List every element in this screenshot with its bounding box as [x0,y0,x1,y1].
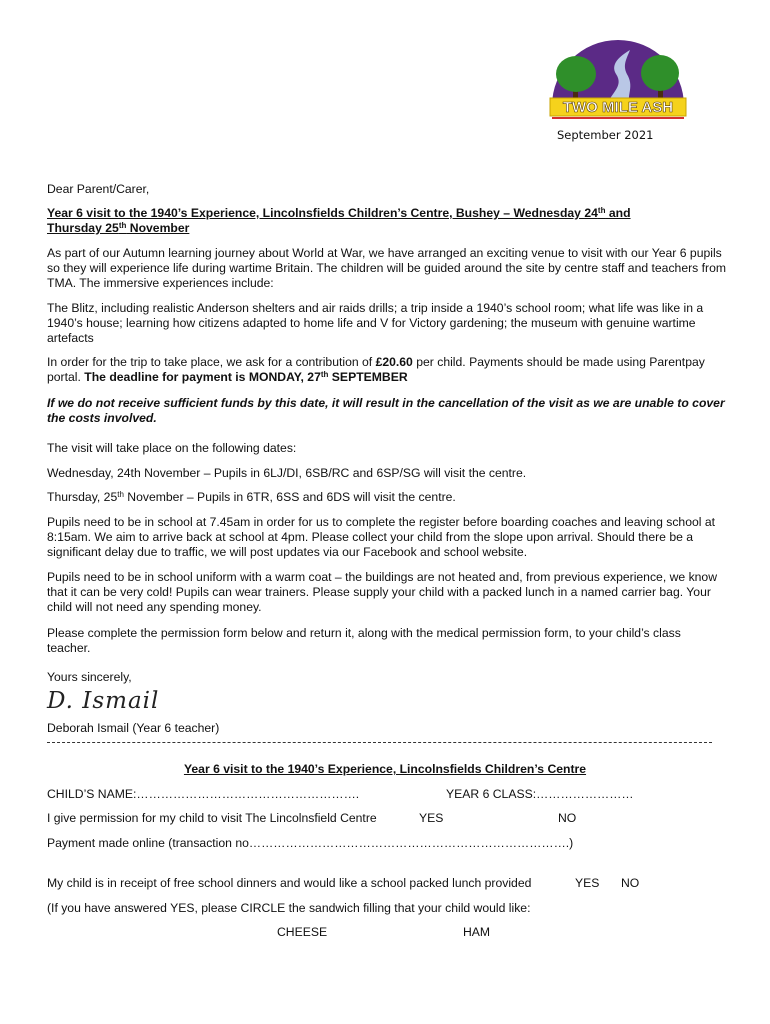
child-name-field[interactable]: CHILD’S NAME:………………………………………………. [47,787,360,801]
heading-line1-b: and [605,206,631,220]
year6-class-field[interactable]: YEAR 6 CLASS:…………………… [446,787,634,801]
payment-text-a: In order for the trip to take place, we ask for a contribution of [47,355,376,369]
dates-intro: The visit will take place on the following dates: [47,441,297,455]
permission-form-paragraph: Please complete the permission form below and return it, along with the medical permission form, to your child’s class teacher. [47,626,681,655]
heading-line2-sup: th [118,221,127,230]
intro-paragraph: As part of our Autumn learning journey about World at War, we have arranged an exciting venue to visit with our Year 6 pupils so they will experience life during wartime Britain. The children will be guided around the site by centre staff and teachers from TMA. The immersive experiences include: [47,246,727,290]
free-meals-statement: My child is in receipt of free school dinners and would like a school packed lunch provided [47,876,532,890]
payment-text-b: per child. Payments should be made using Parentpay portal. [47,355,705,384]
date-thursday [47,490,727,505]
ham-option[interactable]: HAM [463,925,491,939]
heading-line2-b: November [126,221,190,235]
payment-amount: £20.60 [375,355,413,369]
signatory: Deborah Ismail (Year 6 teacher) [47,721,220,735]
closing: Yours sincerely, [47,670,132,684]
form-title: Year 6 visit to the 1940’s Experience, Lincolnsfields Children’s Centre [183,762,587,776]
heading-line2-a: Thursday 25 [47,221,119,235]
heading-line1-sup: th [597,206,606,215]
payment-paragraph [47,355,727,385]
circle-instruction: (If you have answered YES, please CIRCLE the sandwich filling that your child would like: [47,901,531,915]
free-meals-yes-option[interactable]: YES [575,876,600,890]
cancellation-warning: If we do not receive sufficient funds by this date, it will result in the cancellation of the visit as we are unable to cover the costs involved. [47,396,725,425]
letter-date: September 2021 [557,128,654,142]
greeting: Dear Parent/Carer, [47,182,150,196]
free-meals-no-option[interactable]: NO [621,876,640,890]
date-thursday-a: Thursday, 25 [47,490,118,504]
cut-line [47,742,712,743]
date-thursday-sup: th [117,490,124,499]
signature: D. Ismail [47,688,160,714]
date-thursday-b: November – Pupils in 6TR, 6SS and 6DS will visit the centre. [123,490,456,504]
heading-line1-a: Year 6 visit to the 1940’s Experience, Lincolnsfields Children’s Centre, Bushey – Wednesday 24 [47,206,598,220]
permission-yes-option[interactable]: YES [419,811,444,825]
experiences-paragraph: The Blitz, including realistic Anderson shelters and air raids drills; a trip inside a 1940’s school room; what life was like in a 1940’s house; learning how citizens adapted to home life and V for Victory gardening; the museum with genuine wartime artefacts [47,301,704,345]
letter-heading [47,206,727,236]
school-logo-emblem [546,34,690,122]
transaction-number-field[interactable]: Payment made online (transaction no…………………………………………………………………….) [47,836,574,850]
deadline-a: The deadline for payment is MONDAY, 27 [84,370,321,384]
deadline-sup: th [320,370,329,379]
uniform-paragraph: Pupils need to be in school uniform with a warm coat – the buildings are not heated and, from previous experience, we know that it can be very cold! Pupils can wear trainers. Please supply your child with a packed lunch in a named carrier bag. Your child will not need any spending money. [47,570,718,614]
school-logo [546,34,690,122]
permission-no-option[interactable]: NO [558,811,577,825]
date-wednesday: Wednesday, 24th November – Pupils in 6LJ/DI, 6SB/RC and 6SP/SG will visit the centre. [47,466,527,480]
deadline-b: SEPTEMBER [328,370,408,384]
permission-statement: I give permission for my child to visit The Lincolnsfield Centre [47,811,377,825]
arrival-paragraph: Pupils need to be in school at 7.45am in order for us to complete the register before boarding coaches and leaving school at 8:15am. We aim to arrive back at school at 4pm. Please collect your child from the slope upon arrival. Should there be a significant delay due to traffic, we will post updates via our Facebook and school website. [47,515,716,559]
cheese-option[interactable]: CHEESE [277,925,328,939]
logo-text: TWO MILE ASH [562,99,674,116]
